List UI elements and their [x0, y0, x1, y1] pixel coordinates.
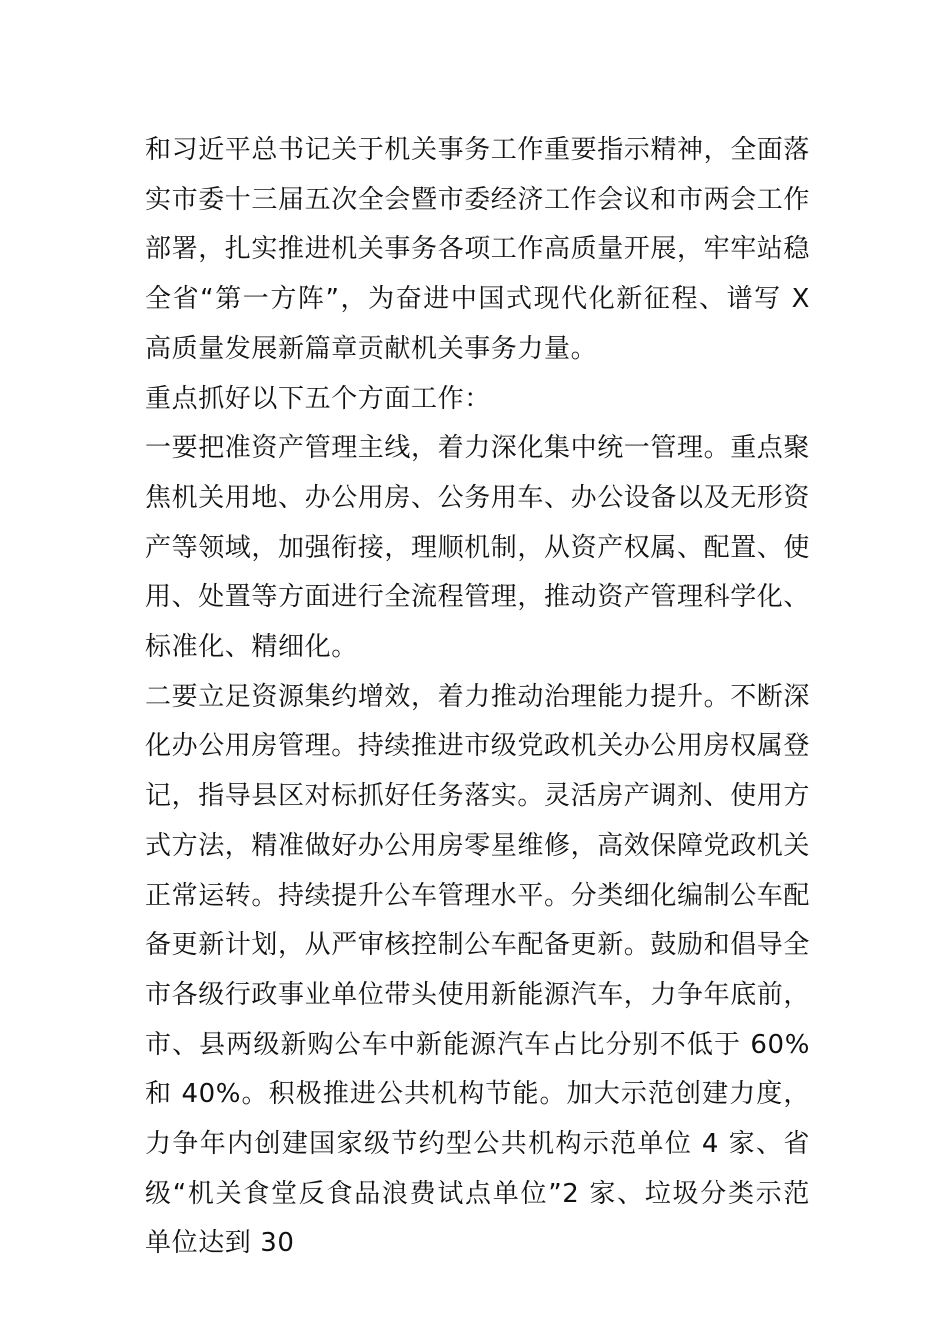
paragraph-focus-heading: 重点抓好以下五个方面工作： [145, 383, 491, 414]
paragraph-resource-efficiency: 二要立足资源集约增效，着力推动治理能力提升。不断深化办公用房管理。持续推进市级党政机关办公用房权属登记，指导县区对标抓好任务落实。灵活房产调剂、使用方式方法，精准做好办公用房零星维修，高效保障党政机关正常运转。持续提升公车管理水平。分类细化编制公车配备更新计划，从严审核控制公车配备更新。鼓励和倡导全市各级行政事业单位带头使用新能源汽车，力争年底前，市、县两级新购公车中新能源汽车占比分别不低于 60%和 40%。积极推进公共机构节能。加大示范创建力度，力争年内创建国家级节约型公共机构示范单位 4 家、省级“机关食堂反食品浪费试点单位”2 家、垃圾分类示范单位达到 30 [145, 681, 811, 1259]
paragraph-asset-management: 一要把准资产管理主线，着力深化集中统一管理。重点聚焦机关用地、办公用房、公务用车、办公设备以及无形资产等领域，加强衔接，理顺机制，从资产权属、配置、使用、处置等方面进行全流程管理，推动资产管理科学化、标准化、精细化。 [145, 433, 811, 663]
paragraph-intro: 和习近平总书记关于机关事务工作重要指示精神，全面落实市委十三届五次全会暨市委经济工作会议和市两会工作部署，扎实推进机关事务各项工作高质量开展，牢牢站稳全省“第一方阵”，为奋进中国式现代化新征程、谱写 X 高质量发展新篇章贡献机关事务力量。 [145, 135, 811, 364]
document-body [145, 126, 810, 1269]
